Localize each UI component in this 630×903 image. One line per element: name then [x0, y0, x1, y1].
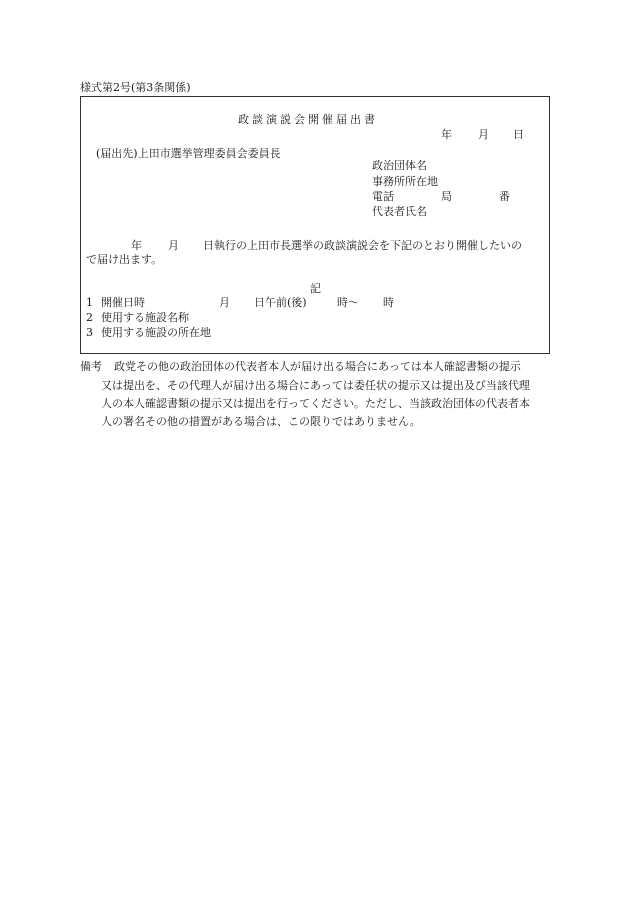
notice-text-line2: で届け出ます。: [86, 253, 163, 266]
remarks-line-1: 政党その他の政治団体の代表者本人が届け出る場合にあっては本人確認書類の提示: [114, 360, 521, 373]
date-day-label: 日: [513, 128, 524, 141]
party-name-label: 政治団体名: [372, 159, 427, 172]
remarks-line-2: 又は提出を、その代理人が届け出る場合にあっては委任状の提示又は提出及び当該代理: [101, 379, 530, 392]
datetime-month: 月: [219, 296, 230, 309]
phone-label: 電話: [372, 190, 394, 203]
ki-heading: 記: [310, 282, 321, 295]
item-3-number: 3: [86, 326, 93, 339]
notice-text-line1: 日執行の上田市長選挙の政談演説会を下記のとおり開催したいの: [203, 239, 522, 252]
item-2-label: 使用する施設名称: [101, 311, 189, 324]
notice-month: 月: [168, 239, 179, 252]
phone-exchange-label: 局: [441, 190, 452, 203]
form-title: 政談演説会開催届出書: [238, 113, 378, 126]
item-3-label: 使用する施設の所在地: [101, 326, 211, 339]
item-1-label: 開催日時: [101, 296, 145, 309]
notice-year: 年: [131, 239, 142, 252]
remarks-heading: 備考: [80, 360, 102, 373]
office-address-label: 事務所所在地: [372, 175, 438, 188]
phone-number-label: 番: [499, 190, 510, 203]
date-month-label: 月: [478, 128, 489, 141]
remarks-line-3: 人の本人確認書類の提示又は提出を行ってください。ただし、当該政治団体の代表者本: [101, 397, 530, 410]
date-year-label: 年: [441, 128, 452, 141]
item-2-number: 2: [86, 311, 93, 324]
addressee: (届出先)上田市選挙管理委員会委員長: [96, 147, 281, 160]
datetime-from: 時〜: [337, 296, 359, 309]
datetime-day-ampm: 日午前(後): [254, 296, 307, 309]
representative-label: 代表者氏名: [372, 205, 427, 218]
remarks-line-4: 人の署名その他の措置がある場合は、この限りではありません。: [101, 415, 421, 428]
datetime-to: 時: [383, 296, 394, 309]
item-1-number: 1: [86, 296, 93, 309]
form-number-label: 様式第2号(第3条関係): [80, 81, 191, 94]
